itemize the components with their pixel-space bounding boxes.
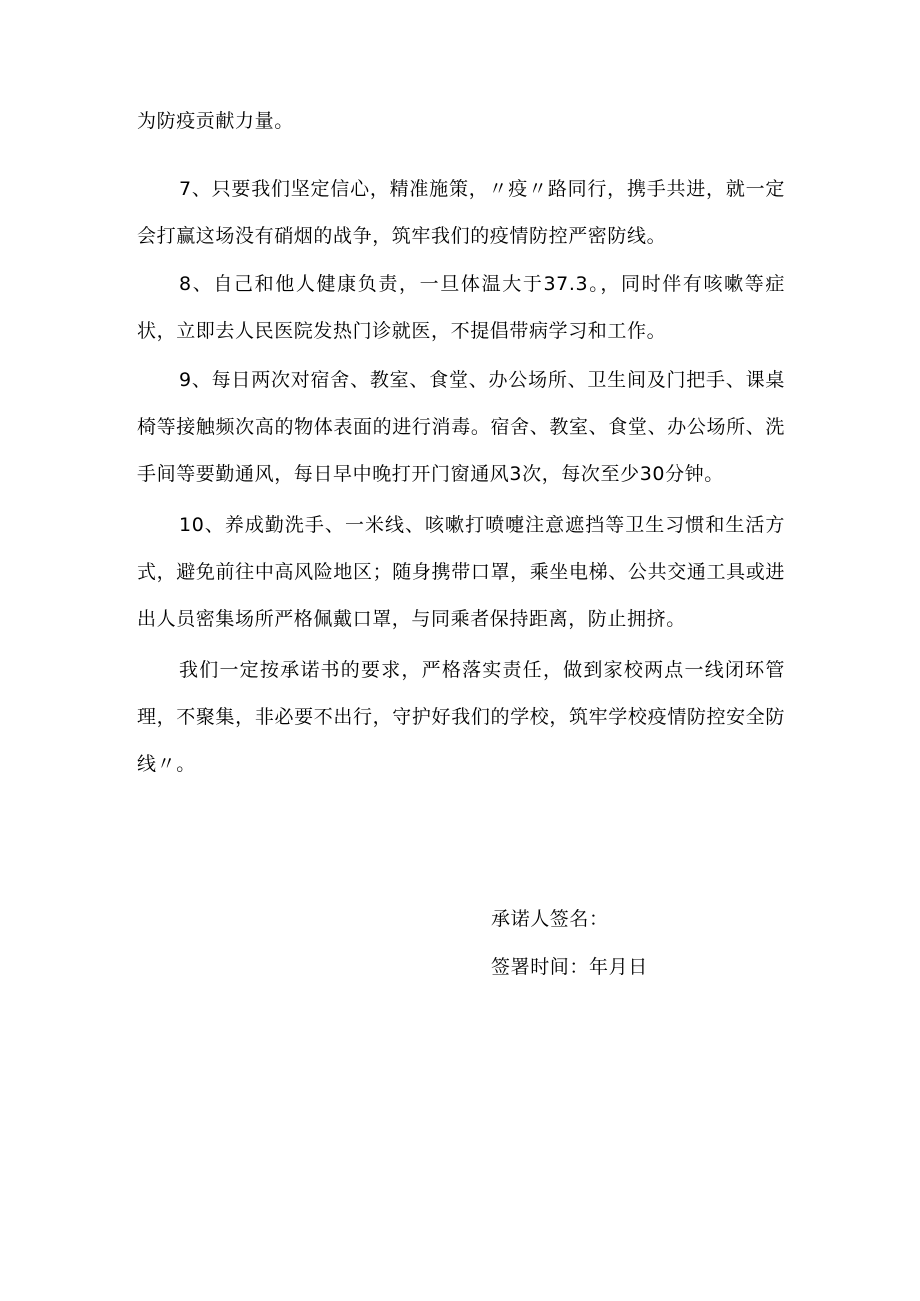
signer-label: 承诺人签名： (491, 908, 609, 930)
paragraph-item-10: 10、养成勤洗手、一米线、咳嗽打喷嚏注意遮挡等卫生习惯和生活方式，避免前往中高风险地区；随身携带口罩，乘坐电梯、公共交通工具或进出人员密集场所严格佩戴口罩，与同乘者保持距离，防止拥挤。 (137, 514, 785, 630)
date-label: 签署时间：年月日 (491, 956, 648, 978)
paragraph-continuation: 为防疫贡献力量。 (137, 110, 294, 132)
paragraph-item-8: 8、自己和他人健康负责，一旦体温大于37.3。，同时伴有咳嗽等症状，立即去人民医院发热门诊就医，不提倡带病学习和工作。 (137, 273, 785, 342)
paragraph-item-7: 7、只要我们坚定信心，精准施策，〃疫〃路同行，携手共进，就一定会打赢这场没有硝烟的战争，筑牢我们的疫情防控严密防线。 (137, 178, 785, 247)
paragraph-item-9: 9、每日两次对宿舍、教室、食堂、办公场所、卫生间及门把手、课桌椅等接触频次高的物体表面的进行消毒。宿舍、教室、食堂、办公场所、洗手间等要勤通风，每日早中晚打开门窗通风3次，每次至少30分钟。 (137, 369, 785, 485)
paragraph-closing: 我们一定按承诺书的要求，严格落实责任，做到家校两点一线闭环管理，不聚集，非必要不出行，守护好我们的学校，筑牢学校疫情防控安全防线〃。 (137, 659, 785, 775)
